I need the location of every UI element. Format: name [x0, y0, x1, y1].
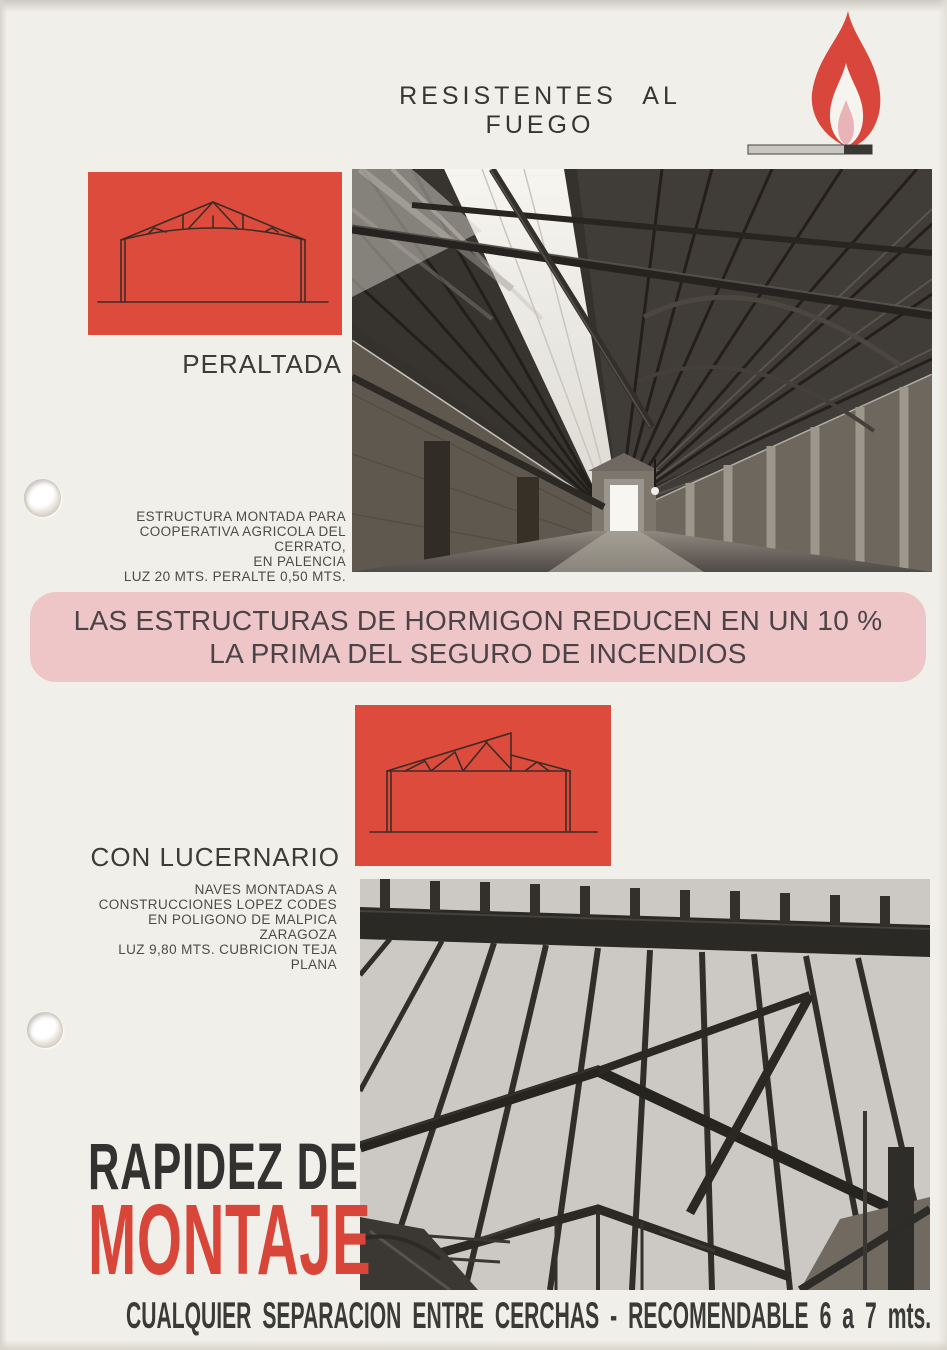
headline-montaje: MONTAJE: [88, 1184, 372, 1296]
photo-caption-lucernario: [84, 882, 337, 972]
caption-line: EN PALENCIA: [253, 554, 346, 569]
caption-line: LUZ 9,80 MTS. CUBRICION TEJA PLANA: [118, 942, 337, 972]
banner-line-2: LA PRIMA DEL SEGURO DE INCENDIOS: [209, 638, 747, 669]
headline-rapidez: RAPIDEZ DE: [88, 1129, 359, 1203]
diagram-label-peraltada: PERALTADA: [182, 349, 342, 379]
caption-line: LUZ 20 MTS. PERALTE 0,50 MTS.: [123, 569, 346, 584]
banner-line-1: LAS ESTRUCTURAS DE HORMIGON REDUCEN EN UN 10 %: [73, 605, 883, 636]
caption-line: NAVES MONTADAS A: [194, 882, 337, 897]
flame-over-match-icon: [740, 5, 900, 160]
caption-line: EN POLIGONO DE MALPICA: [148, 912, 337, 927]
photo-warehouse-interior: [352, 169, 932, 572]
caption-line: ESTRUCTURA MONTADA PARA: [136, 509, 346, 524]
caption-line: ZARAGOZA: [259, 927, 337, 942]
caption-line: CONSTRUCCIONES LOPEZ CODES: [98, 897, 337, 912]
hole-punch-top: [24, 479, 61, 517]
page-edge-shadow-right: [938, 0, 947, 1350]
insurance-banner: [30, 592, 926, 682]
page-edge-shadow-bottom: [0, 1340, 947, 1350]
page-edge-shadow-left: [0, 0, 7, 1350]
truss-diagram-peraltada: [88, 172, 342, 335]
photo-caption-peraltada: [88, 509, 346, 584]
page-title: RESISTENTES AL FUEGO: [399, 82, 681, 139]
truss-diagram-lucernario: [355, 705, 611, 866]
diagram-label-lucernario: CON LUCERNARIO: [90, 842, 340, 872]
footer-recommendation: CUALQUIER SEPARACION ENTRE CERCHAS - RECOMENDABLE 6 a 7 mts.: [126, 1295, 932, 1336]
hole-punch-bottom: [27, 1012, 63, 1048]
caption-line: COOPERATIVA AGRICOLA DEL CERRATO,: [139, 524, 346, 554]
